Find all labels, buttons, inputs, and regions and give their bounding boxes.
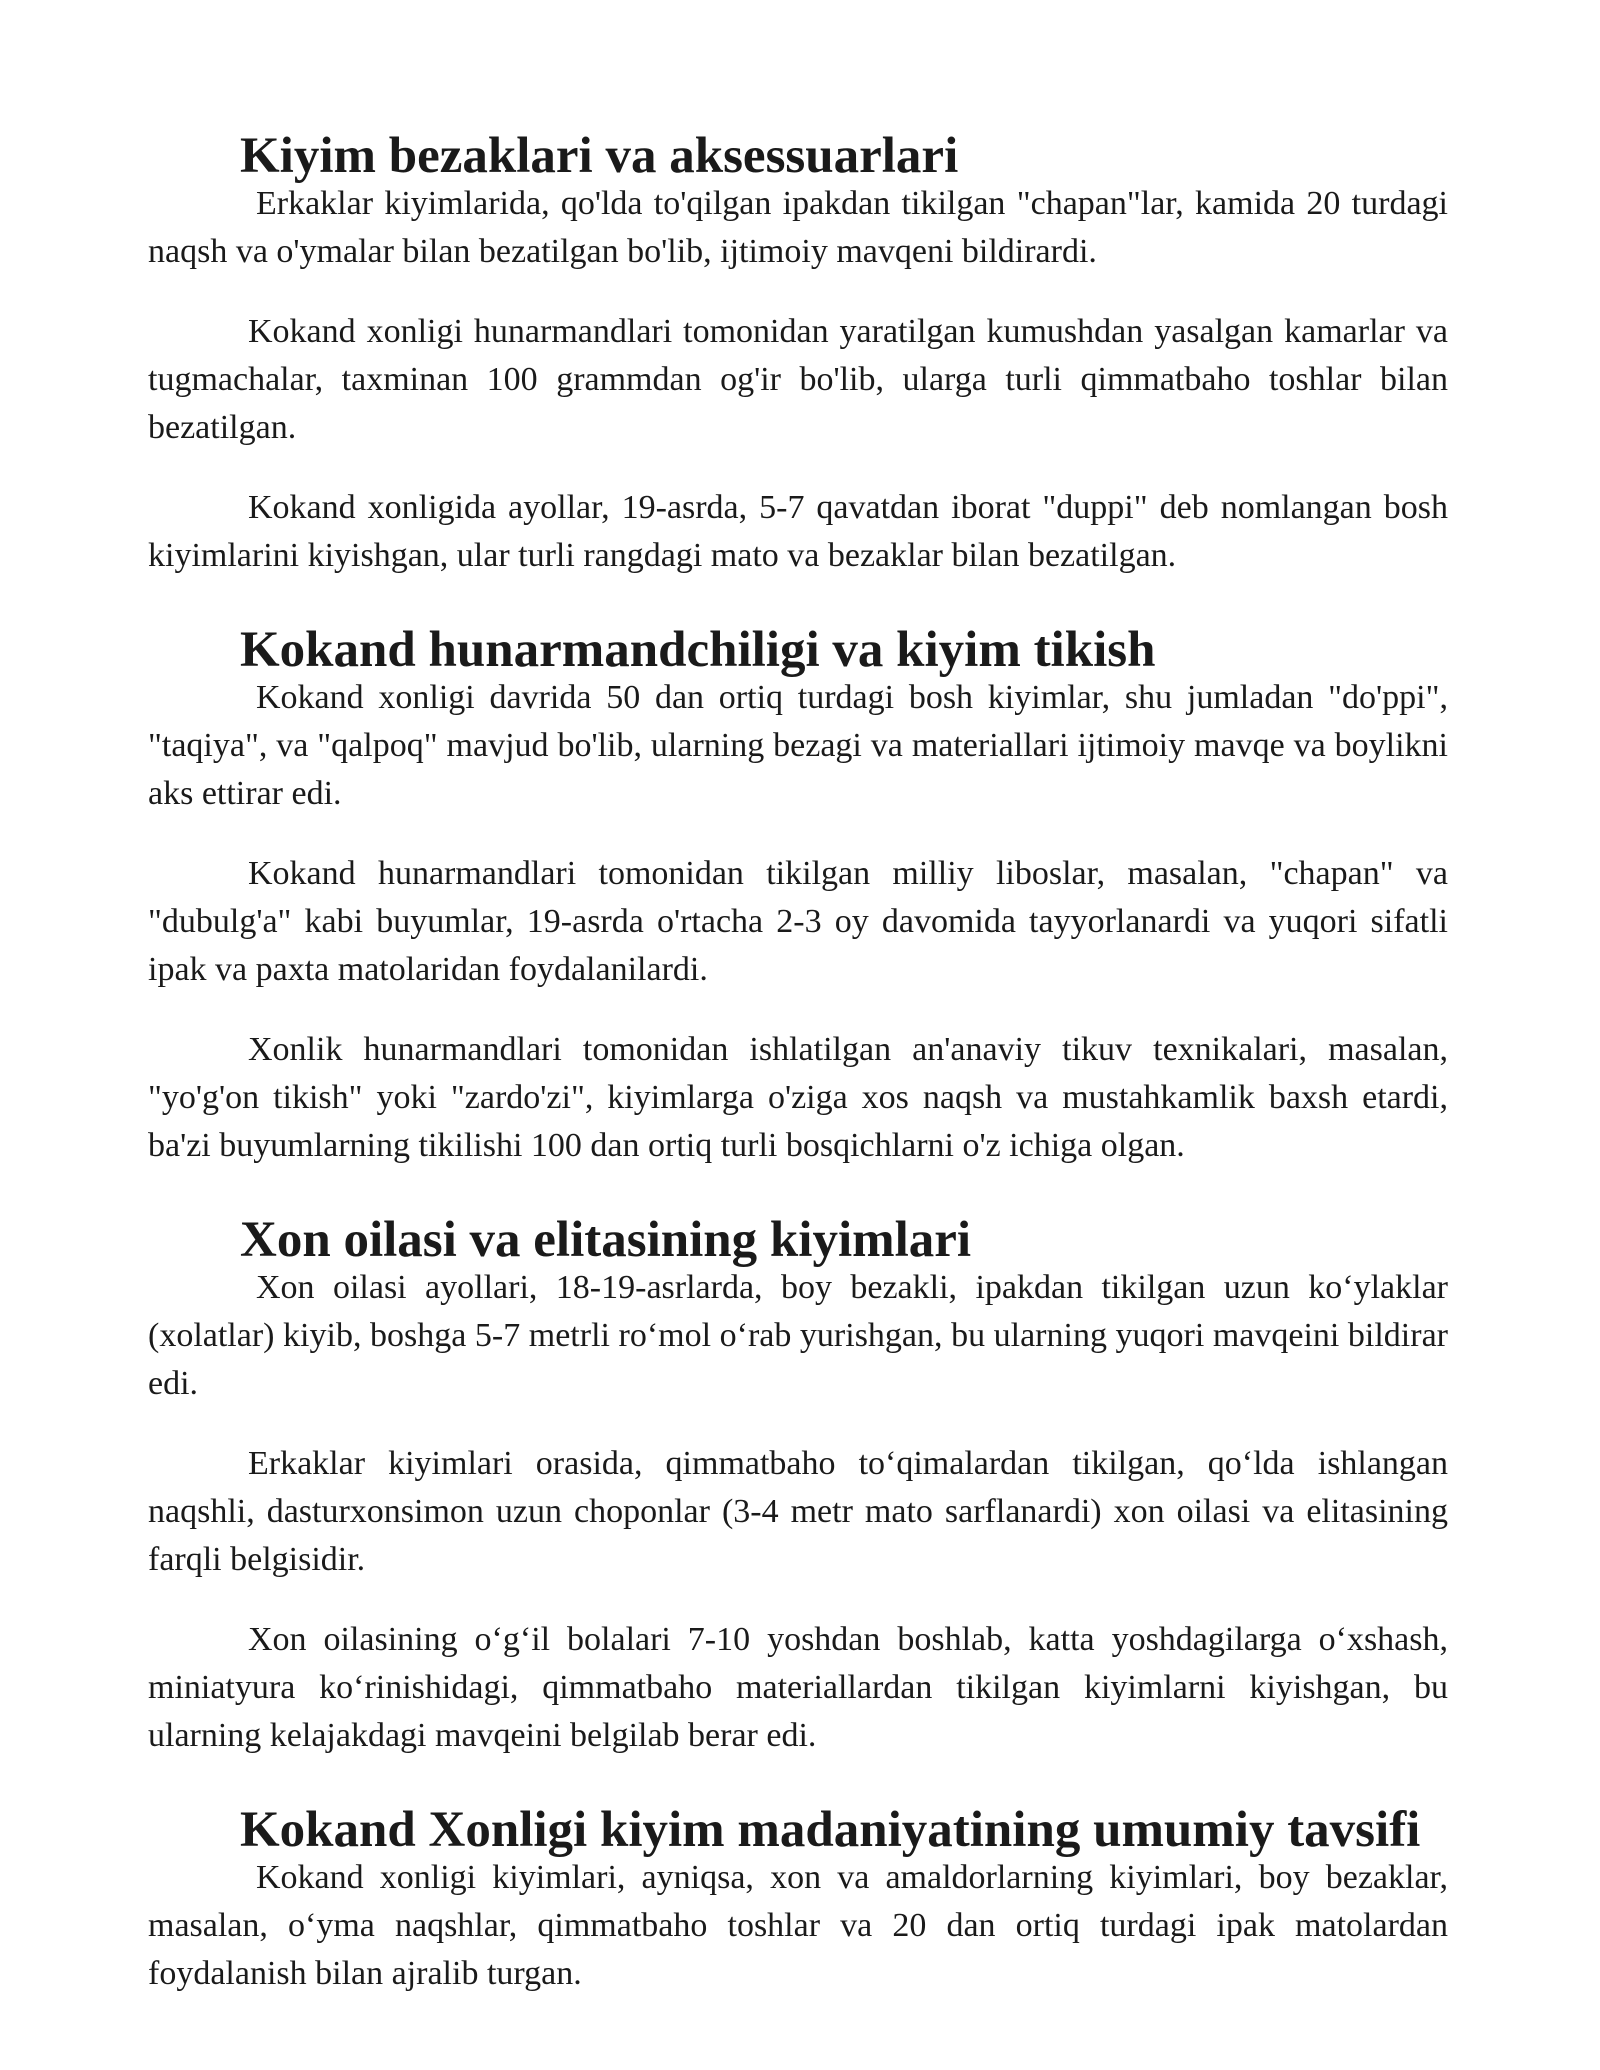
paragraph: Kokand xonligi hunarmandlari tomonidan yaratilgan kumushdan yasalgan kamarlar va tugmachalar, taxminan 100 grammdan og'ir bo'lib, ularga turli qimmatbaho toshlar bilan bezatilgan. [148,313,1448,446]
section-heading: Kiyim bezaklari va aksessuarlari [240,128,959,184]
paragraph: Kokand hunarmandlari tomonidan tikilgan milliy liboslar, masalan, "chapan" va "dubulg'a" kabi buyumlar, 19-asrda o'rtacha 2-3 oy davomida tayyorlanardi va yuqori sifatli ipak va paxta matolaridan foydalanilardi. [148,855,1448,988]
paragraph: Xon oilasi ayollari, 18-19-asrlarda, boy bezakli, ipakdan tikilgan uzun ko‘ylaklar (xolatlar) kiyib, boshga 5-7 metrli ro‘mol o‘rab yurishgan, bu ularning yuqori mavqeini bildirar edi. [148,1269,1448,1402]
paragraph: Xonlik hunarmandlari tomonidan ishlatilgan an'anaviy tikuv texnikalari, masalan, "yo'g'on tikish" yoki "zardo'zi", kiyimlarga o'ziga xos naqsh va mustahkamlik baxsh etardi, ba'zi buyumlarning tikilishi 100 dan ortiq turli bosqichlarni o'z ichiga olgan. [148,1031,1448,1164]
paragraph: Kokand xonligi kiyimlari, ayniqsa, xon va amaldorlarning kiyimlari, boy bezaklar, masalan, o‘yma naqshlar, qimmatbaho toshlar va 20 dan ortiq turdagi ipak matolardan foydalanish bilan ajralib turgan. [148,1859,1448,1992]
paragraph: Erkaklar kiyimlari orasida, qimmatbaho to‘qimalardan tikilgan, qo‘lda ishlangan naqshli, dasturxonsimon uzun choponlar (3-4 metr mato sarflanardi) xon oilasi va elitasining farqli belgisidir. [148,1445,1448,1578]
paragraph: Xon oilasining o‘g‘il bolalari 7-10 yoshdan boshlab, katta yoshdagilarga o‘xshash, miniatyura ko‘rinishidagi, qimmatbaho materiallardan tikilgan kiyimlarni kiyishgan, bu ularning kelajakdagi mavqeini belgilab berar edi. [148,1621,1448,1754]
document-page [148,128,1448,2030]
section-heading: Kokand Xonligi kiyim madaniyatining umumiy tavsifi [240,1802,1421,1858]
section-heading: Xon oilasi va elitasining kiyimlari [240,1212,972,1268]
section-heading: Kokand hunarmandchiligi va kiyim tikish [240,622,1156,678]
paragraph: Erkaklar kiyimlarida, qo'lda to'qilgan ipakdan tikilgan "chapan"lar, kamida 20 turdagi naqsh va o'ymalar bilan bezatilgan bo'lib, ijtimoiy mavqeni bildirardi. [148,185,1448,270]
paragraph: Kokand xonligida ayollar, 19-asrda, 5-7 qavatdan iborat "duppi" deb nomlangan bosh kiyimlarini kiyishgan, ular turli rangdagi mato va bezaklar bilan bezatilgan. [148,489,1448,574]
paragraph: Kokand xonligi davrida 50 dan ortiq turdagi bosh kiyimlar, shu jumladan "do'ppi", "taqiya", va "qalpoq" mavjud bo'lib, ularning bezagi va materiallari ijtimoiy mavqe va boylikni aks ettirar edi. [148,679,1448,812]
